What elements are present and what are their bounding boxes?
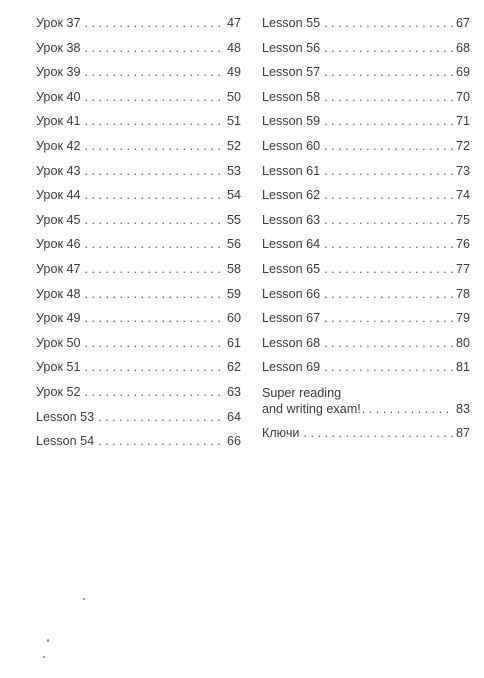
- toc-entry[interactable]: [262, 11, 470, 36]
- toc-entry[interactable]: [262, 134, 470, 159]
- toc-entry-label: Lesson 56: [262, 40, 321, 55]
- dot-leader: [362, 401, 453, 417]
- toc-entry[interactable]: [36, 232, 241, 257]
- toc-entry-label: Lesson 65: [262, 261, 321, 276]
- toc-entry-page: 49: [226, 65, 241, 80]
- toc-entry-page: 61: [226, 335, 241, 350]
- toc-entry-page: 64: [226, 409, 241, 424]
- toc-entry-page: 51: [226, 114, 241, 129]
- dot-leader: [303, 421, 453, 446]
- toc-entry-label: Урок 51: [36, 360, 81, 375]
- scan-speck: [43, 656, 45, 658]
- dot-leader: [84, 36, 224, 61]
- toc-entry-label: Урок 37: [36, 16, 81, 30]
- toc-entry-page: 80: [455, 335, 470, 350]
- toc-entry-label: Lesson 58: [262, 89, 321, 104]
- toc-entry-page: 83: [455, 401, 470, 416]
- dot-leader: [84, 134, 224, 159]
- dot-leader: [84, 208, 224, 233]
- toc-entry-page: 68: [455, 40, 470, 55]
- dot-leader: [84, 109, 224, 134]
- toc-entry-label: Lesson 57: [262, 65, 321, 80]
- dot-leader: [84, 282, 224, 307]
- dot-leader: [84, 380, 224, 405]
- dot-leader: [324, 11, 453, 36]
- toc-entry[interactable]: [262, 109, 470, 134]
- toc-entry-page: 77: [455, 261, 470, 276]
- toc-entry-page: 50: [226, 89, 241, 104]
- toc-entry-label: Lesson 53: [36, 409, 95, 424]
- toc-entry-label: Lesson 63: [262, 212, 321, 227]
- toc-entry-page: 73: [455, 163, 470, 178]
- toc-entry[interactable]: [262, 36, 470, 61]
- toc-entry-label: Lesson 55: [262, 16, 321, 30]
- toc-entry-page: 48: [226, 40, 241, 55]
- toc-entry-page: 79: [455, 311, 470, 326]
- toc-entry-page: 67: [455, 16, 470, 30]
- toc-entry-page: 52: [226, 138, 241, 153]
- toc-entry[interactable]: [36, 355, 241, 380]
- toc-entry-line2: [262, 401, 470, 417]
- dot-leader: [84, 183, 224, 208]
- dot-leader: [324, 331, 453, 356]
- toc-entry-label: Lesson 60: [262, 138, 321, 153]
- toc-entry[interactable]: [262, 306, 470, 331]
- dot-leader: [98, 429, 224, 454]
- toc-entry-page: 60: [226, 311, 241, 326]
- dot-leader: [84, 331, 224, 356]
- dot-leader: [84, 159, 224, 184]
- toc-entry-page: 74: [455, 188, 470, 203]
- toc-entry-page: 54: [226, 188, 241, 203]
- toc-entry-page: 70: [455, 89, 470, 104]
- toc-entry[interactable]: [262, 208, 470, 233]
- toc-entry-label: Урок 48: [36, 286, 81, 301]
- dot-leader: [324, 282, 453, 307]
- toc-entry-keys[interactable]: [262, 421, 470, 446]
- toc-entry[interactable]: [262, 257, 470, 282]
- toc-entry-exam[interactable]: [262, 380, 470, 421]
- toc-entry-page: 81: [455, 360, 470, 375]
- toc-entry-page: 58: [226, 261, 241, 276]
- toc-entry-page: 76: [455, 237, 470, 252]
- toc-entry-label: Lesson 66: [262, 286, 321, 301]
- dot-leader: [324, 36, 453, 61]
- toc-entry-label: Урок 44: [36, 188, 81, 203]
- dot-leader: [84, 85, 224, 110]
- toc-entry-page: 75: [455, 212, 470, 227]
- dot-leader: [324, 257, 453, 282]
- toc-entry-label-line2: and writing exam!: [262, 401, 361, 416]
- toc-entry[interactable]: [36, 159, 241, 184]
- toc-entry[interactable]: [36, 306, 241, 331]
- toc-entry-label: Lesson 59: [262, 114, 321, 129]
- dot-leader: [84, 306, 224, 331]
- toc-entry-label: Урок 47: [36, 261, 81, 276]
- toc-entry-label: Урок 39: [36, 65, 81, 80]
- toc-entry[interactable]: [262, 85, 470, 110]
- dot-leader: [84, 60, 224, 85]
- toc-entry-label: Lesson 62: [262, 188, 321, 203]
- dot-leader: [84, 355, 224, 380]
- toc-left-column: [36, 11, 241, 454]
- scan-speck: [83, 598, 85, 600]
- toc-entry-label-line1: Super reading: [262, 385, 342, 400]
- toc-right-column: [262, 11, 470, 446]
- dot-leader: [324, 134, 453, 159]
- toc-entry-page: 78: [455, 286, 470, 301]
- toc-entry[interactable]: [36, 109, 241, 134]
- dot-leader: [324, 306, 453, 331]
- toc-entry[interactable]: [262, 331, 470, 356]
- toc-entry-label: Урок 46: [36, 237, 81, 252]
- toc-entry[interactable]: [36, 257, 241, 282]
- toc-entry-label: Урок 40: [36, 89, 81, 104]
- dot-leader: [324, 85, 453, 110]
- toc-entry-page: 55: [226, 212, 241, 227]
- dot-leader: [324, 60, 453, 85]
- toc-entry[interactable]: [36, 405, 241, 430]
- dot-leader: [324, 109, 453, 134]
- scan-speck: [47, 639, 49, 642]
- toc-entry-page: 62: [226, 360, 241, 375]
- toc-entry-label: Урок 50: [36, 335, 81, 350]
- toc-entry[interactable]: [36, 331, 241, 356]
- toc-entry-label: Lesson 61: [262, 163, 321, 178]
- dot-leader: [84, 11, 224, 36]
- toc-entry[interactable]: [36, 429, 241, 454]
- toc-entry[interactable]: [36, 183, 241, 208]
- dot-leader: [324, 208, 453, 233]
- toc-entry[interactable]: [36, 208, 241, 233]
- toc-entry-label: Lesson 64: [262, 237, 321, 252]
- dot-leader: [84, 232, 224, 257]
- toc-entry[interactable]: [262, 355, 470, 380]
- toc-entry-page: 87: [455, 425, 470, 440]
- toc-entry-label: Урок 52: [36, 384, 81, 399]
- toc-entry[interactable]: [36, 85, 241, 110]
- toc-entry-page: 53: [226, 163, 241, 178]
- dot-leader: [98, 405, 224, 430]
- toc-entry[interactable]: [262, 60, 470, 85]
- toc-entry-label: Lesson 54: [36, 434, 95, 449]
- toc-entry[interactable]: [262, 183, 470, 208]
- toc-entry[interactable]: [36, 36, 241, 61]
- toc-entry-page: 56: [226, 237, 241, 252]
- toc-entry[interactable]: [262, 232, 470, 257]
- toc-entry-page: 72: [455, 138, 470, 153]
- toc-entry-page: 63: [226, 384, 241, 399]
- toc-entry-label: Урок 41: [36, 114, 81, 129]
- toc-entry-page: 66: [226, 434, 241, 449]
- toc-entry[interactable]: [36, 282, 241, 307]
- toc-entry-label: Урок 43: [36, 163, 81, 178]
- toc-entry-page: 69: [455, 65, 470, 80]
- toc-entry-label: Lesson 67: [262, 311, 321, 326]
- toc-entry[interactable]: [36, 380, 241, 405]
- toc-entry-label: Lesson 68: [262, 335, 321, 350]
- toc-entry-label: Ключи: [262, 425, 300, 440]
- toc-entry[interactable]: [262, 159, 470, 184]
- toc-entry-label: Урок 42: [36, 138, 81, 153]
- toc-entry[interactable]: [36, 11, 241, 36]
- toc-entry-label: Lesson 69: [262, 360, 321, 375]
- dot-leader: [324, 232, 453, 257]
- dot-leader: [324, 355, 453, 380]
- toc-entry-page: 71: [455, 114, 470, 129]
- dot-leader: [324, 159, 453, 184]
- toc-entry-page: 59: [226, 286, 241, 301]
- dot-leader: [84, 257, 224, 282]
- dot-leader: [324, 183, 453, 208]
- toc-entry[interactable]: [262, 282, 470, 307]
- toc-entry[interactable]: [36, 134, 241, 159]
- toc-entry-page: 47: [226, 16, 241, 30]
- toc-entry-label: Урок 38: [36, 40, 81, 55]
- toc-entry[interactable]: [36, 60, 241, 85]
- toc-entry-label: Урок 49: [36, 311, 81, 326]
- toc-entry-label: Урок 45: [36, 212, 81, 227]
